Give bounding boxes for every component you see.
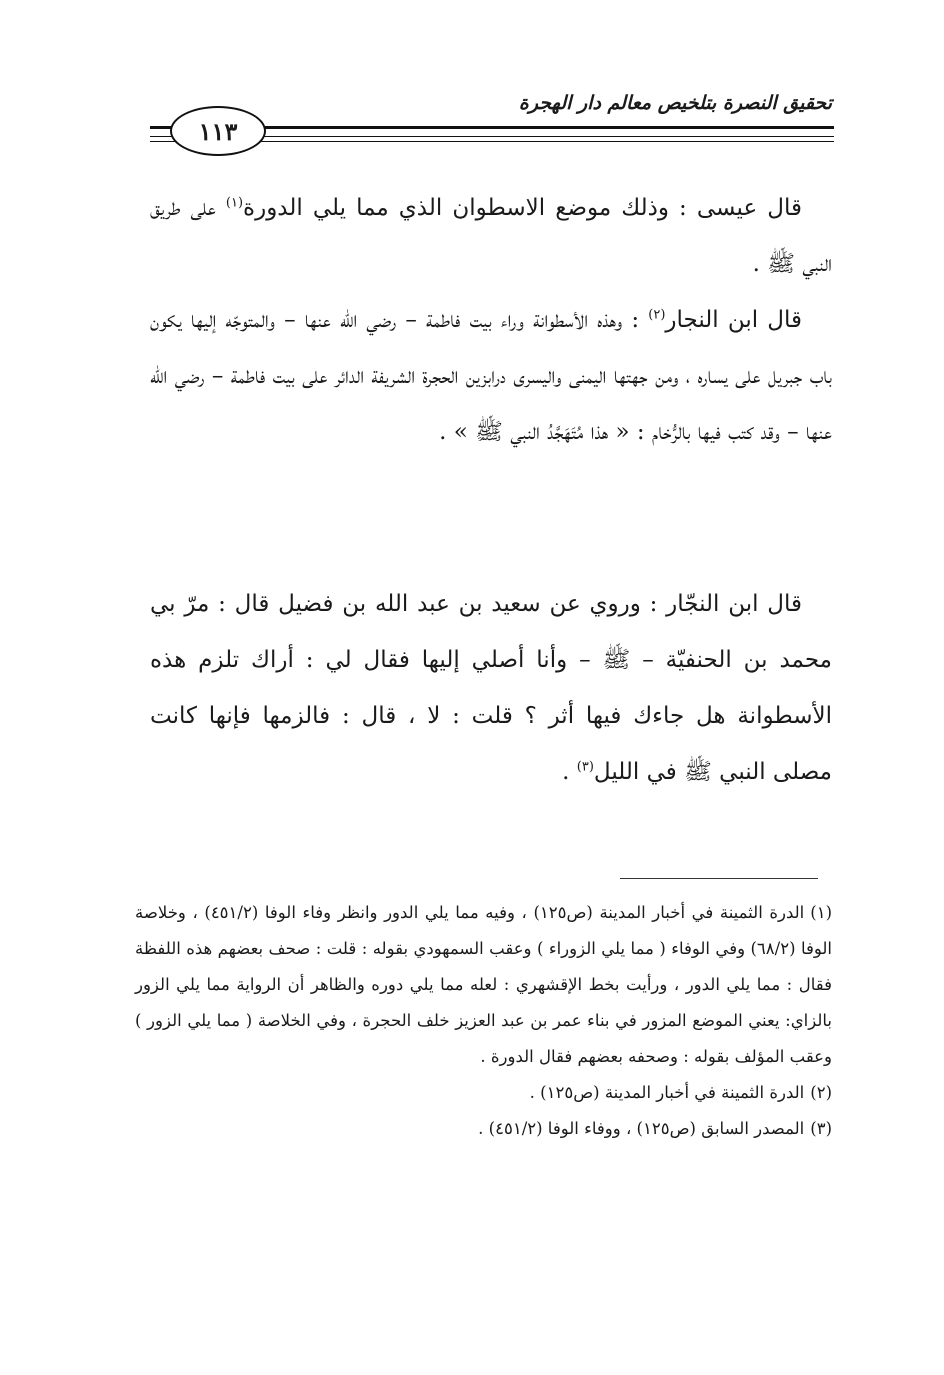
paragraph-text: قال ابن النجار — [665, 307, 802, 333]
footnote-text: المصدر السابق (ص١٢٥) ، ووفاء الوفا (٤٥١/٢) . — [478, 1119, 805, 1138]
footnote-separator — [620, 878, 818, 879]
footnote-1 — [135, 895, 832, 1075]
paragraph-2 — [150, 292, 832, 460]
footnote-ref-2: (٢) — [648, 307, 666, 323]
footnote-number: (١) — [810, 903, 832, 922]
paragraph-text: : وهذه الأسطوانة وراء بيت فاطمة – رضي الله عنها – والمتوجّه إليها يكون باب جبريل على يساره ، ومن جهتها اليمنى واليسرى درابزين الحجرة الشريفة الدائر على بيت فاطمة – رضي الله عنها – وقد كتب فيها بالرُّخام : « هذا مُتَهَجَّدُ النبي ﷺ » . — [150, 307, 832, 445]
paragraph-text: قال عيسى : وذلك موضع الاسطوان الذي مما يلي الدورة — [243, 195, 802, 221]
paragraph-1 — [150, 180, 832, 292]
paragraph-3 — [150, 576, 832, 800]
footnote-text: الدرة الثمينة في أخبار المدينة (ص١٢٥) . — [529, 1083, 805, 1102]
page-number: ١١٣ — [198, 116, 238, 146]
footnote-ref-1: (١) — [225, 195, 244, 211]
footnotes — [135, 895, 832, 1147]
footnote-3 — [135, 1111, 832, 1147]
page-number-oval — [170, 106, 266, 156]
footnote-ref-3: (٣) — [576, 759, 594, 775]
paragraph-text: . — [562, 759, 577, 785]
running-header-title: تحقيق النصرة بتلخيص معالم دار الهجرة — [518, 92, 832, 114]
footnote-2 — [135, 1075, 832, 1111]
footnote-text: الدرة الثمينة في أخبار المدينة (ص١٢٥) ، وفيه مما يلي الدور وانظر وفاء الوفا (٤٥١/٢) ، وخلاصة الوفا (٦٨/٢) وفي الوفاء ( مما يلي الزوراء ) وعقب السمهودي بقوله : قلت : صحف بعضهم هذه اللفظة فقال : مما يلي الدور ، ورأيت بخط الإقشهري : لعله مما يلي دوره والظاهر أن الرواية مما يلي الزور بالزاي: يعني الموضع المزور في بناء عمر بن عبد العزيز خلف الحجرة ، وفي الخلاصة ( مما يلي الزور ) وعقب المؤلف بقوله : وصحفه بعضهم فقال الدورة . — [135, 903, 832, 1066]
footnote-number: (٣) — [810, 1119, 832, 1138]
footnote-number: (٢) — [810, 1083, 832, 1102]
paragraph-text: على طريق النبي ﷺ . — [150, 195, 832, 277]
paragraph-text: قال ابن النجّار : وروي عن سعيد بن عبد الله بن فضيل قال : مرّ بي محمد بن الحنفيّة – ﷺ – وأنا أصلي إليها فقال لي : أراك تلزم هذه الأسطوانة هل جاءك فيها أثر ؟ قلت : لا ، قال : فالزمها فإنها كانت مصلى النبي ﷺ في الليل — [150, 591, 832, 785]
